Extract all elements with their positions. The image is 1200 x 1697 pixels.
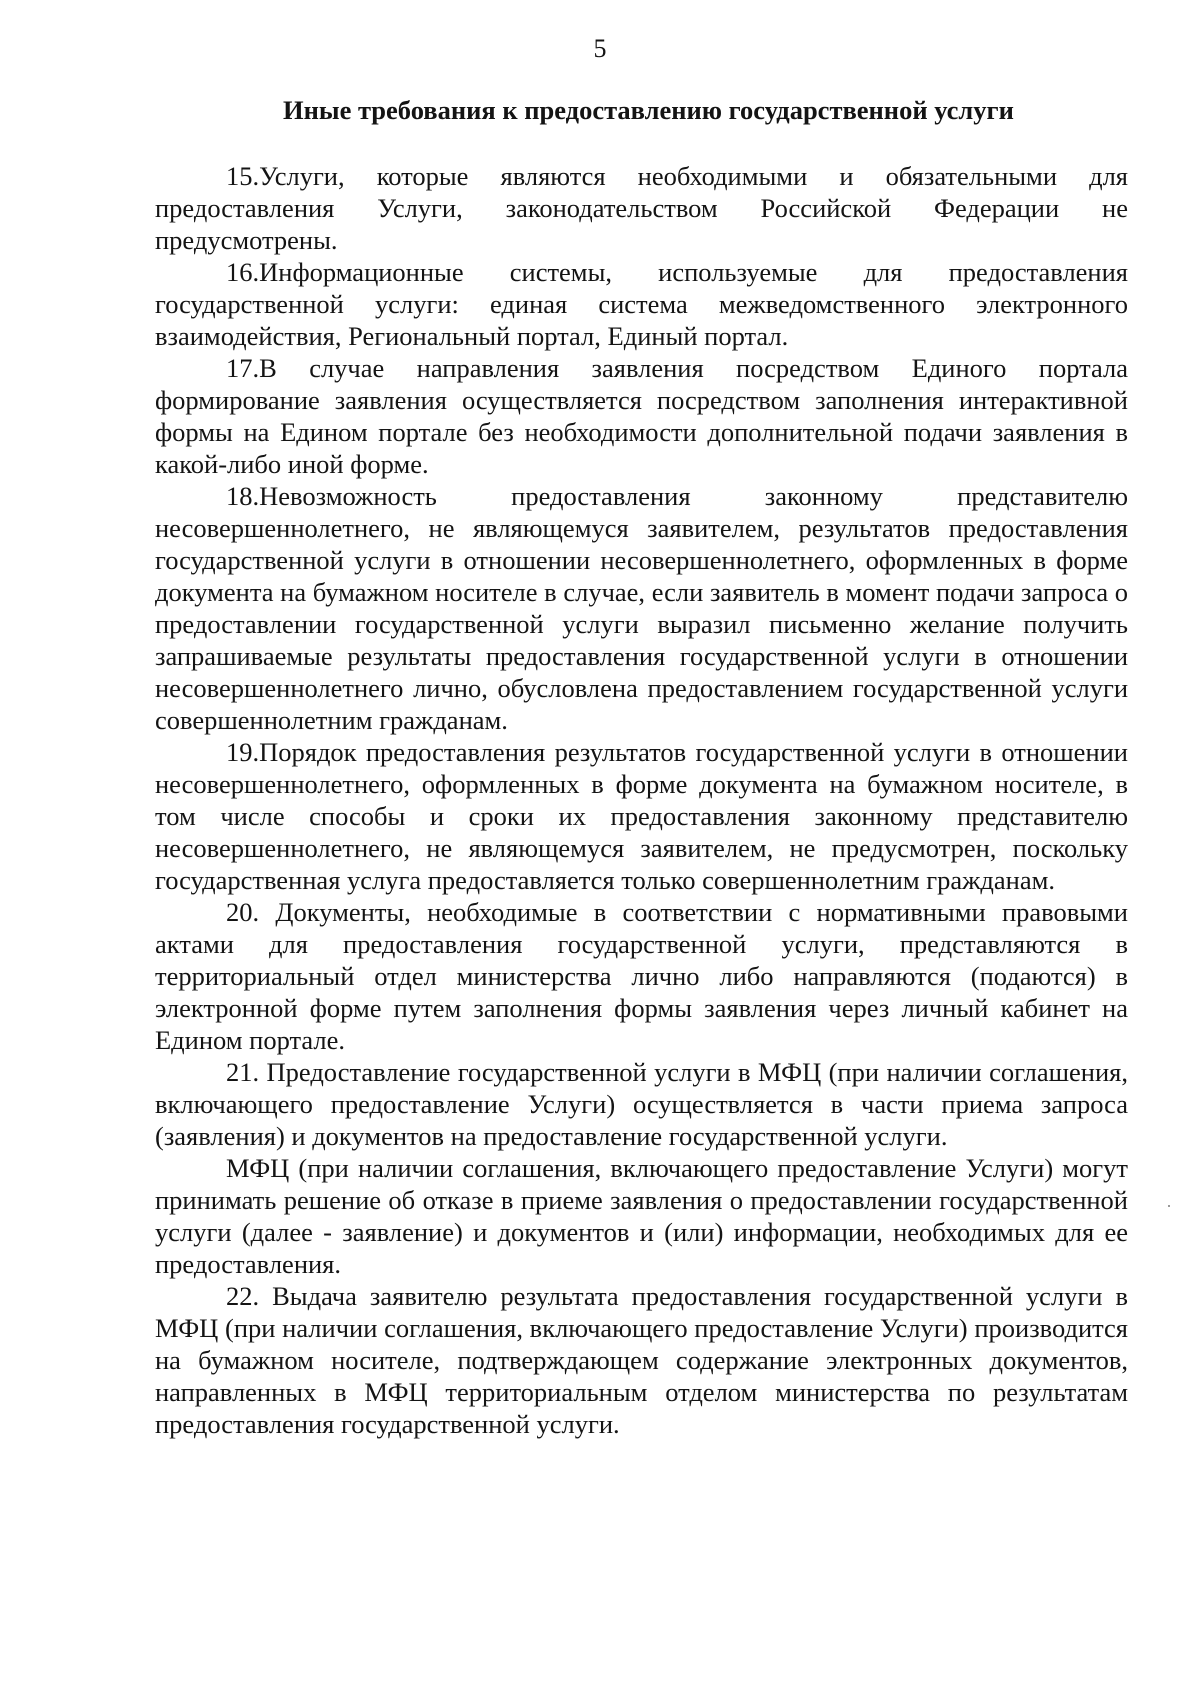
paragraph-22: 22. Выдача заявителю результата предоставления государственной услуги в МФЦ (при наличии соглашения, включающего предоставление Услуги) производится на бумажном носителе, подтверждающем содержание электронных документов, направленных в МФЦ территориальным отделом министерства по результатам предоставления государственной услуги.	[155, 1281, 1128, 1439]
paragraph-21-mfc: МФЦ (при наличии соглашения, включающего предоставление Услуги) могут принимать решение об отказе в приеме заявления о предоставлении государственной услуги (далее - заявление) и документов и (или) информации, необходимых для ее предоставления.	[155, 1153, 1128, 1279]
paragraph-15: 15.Услуги, которые являются необходимыми и обязательными для предоставления Услуги, законодательством Российской Федерации не предусмотрены.	[155, 161, 1128, 255]
page-number: 5	[593, 34, 607, 63]
paragraph-16: 16.Информационные системы, используемые для предоставления государственной услуги: единая система межведомственного электронного взаимодействия, Региональный портал, Единый портал.	[155, 257, 1128, 351]
paragraph-17: 17.В случае направления заявления посредством Единого портала формирование заявления осуществляется посредством заполнения интерактивной формы на Едином портале без необходимости дополнительной подачи заявления в какой-либо иной форме.	[155, 353, 1128, 479]
section-title: Иные требования к предоставлению государственной услуги	[283, 95, 1014, 125]
paragraph-18: 18.Невозможность предоставления законному представителю несовершеннолетнего, не являющемуся заявителем, результатов предоставления государственной услуги в отношении несовершеннолетнего, оформленных в форме документа на бумажном носителе в случае, если заявитель в момент подачи запроса о предоставлении государственной услуги выразил письменно желание получить запрашиваемые результаты предоставления государственной услуги в отношении несовершеннолетнего лично, обусловлена предоставлением государственной услуги совершеннолетним гражданам.	[155, 481, 1128, 735]
scan-dot	[1168, 1205, 1170, 1207]
paragraph-19: 19.Порядок предоставления результатов государственной услуги в отношении несовершеннолетнего, оформленных в форме документа на бумажном носителе, в том числе способы и сроки их предоставления законному представителю несовершеннолетнего, не являющемуся заявителем, не предусмотрен, поскольку государственная услуга предоставляется только совершеннолетним гражданам.	[155, 737, 1128, 895]
paragraph-20: 20. Документы, необходимые в соответствии с нормативными правовыми актами для предоставления государственной услуги, представляются в территориальный отдел министерства лично либо направляются (подаются) в электронной форме путем заполнения формы заявления через личный кабинет на Едином портале.	[155, 897, 1128, 1055]
paragraph-21: 21. Предоставление государственной услуги в МФЦ (при наличии соглашения, включающего предоставление Услуги) осуществляется в части приема запроса (заявления) и документов на предоставление государственной услуги.	[155, 1057, 1128, 1151]
document-body	[155, 160, 1128, 1440]
